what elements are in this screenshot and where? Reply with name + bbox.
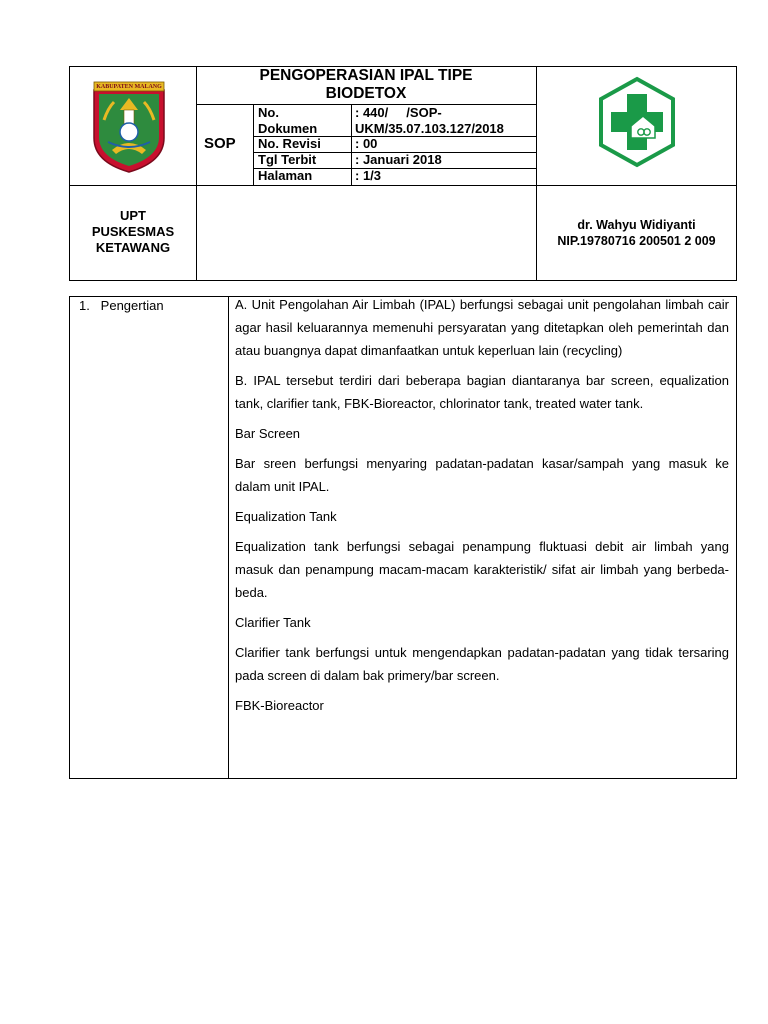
subheading: Equalization Tank [235, 509, 337, 524]
sop-label: SOP [204, 135, 236, 152]
field-revisi-value: : 00 [355, 136, 378, 151]
logo-caption: KABUPATEN MALANG [96, 84, 162, 90]
kabupaten-malang-logo [90, 80, 168, 174]
section-body [235, 293, 729, 717]
signer-name: dr. Wahyu Widiyanti [577, 218, 696, 232]
field-no-dokumen-value [355, 105, 504, 137]
paragraph: Clarifier tank berfungsi untuk mengendapkan padatan-padatan yang tidak tersaring pada screen di dalam bak primery/bar screen. [235, 645, 729, 683]
subheading: Clarifier Tank [235, 615, 311, 630]
paragraph: B. IPAL tersebut terdiri dari beberapa bagian diantaranya bar screen, equalization tank, clarifier tank, FBK-Bioreactor, chlorinator tank, treated water tank. [235, 373, 729, 411]
paragraph: Bar sreen berfungsi menyaring padatan-padatan kasar/sampah yang masuk ke dalam unit IPAL. [235, 456, 729, 494]
paragraph: Equalization tank berfungsi sebagai penampung fluktuasi debit air limbah yang masuk dan penampung macam-macam karakteristik/ sifat air limbah yang berbeda-beda. [235, 539, 729, 600]
subheading: FBK-Bioreactor [235, 698, 324, 713]
field-revisi-label: No. Revisi [258, 136, 321, 151]
section-label: 1. Pengertian [79, 298, 164, 313]
field-terbit-value: : Januari 2018 [355, 152, 442, 167]
field-value-no: : 440/ /SOP- [355, 105, 442, 120]
signer-block [537, 217, 736, 249]
subheading: Bar Screen [235, 426, 301, 441]
title-line-1: PENGOPERASIAN IPAL TIPE [259, 67, 473, 84]
field-halaman-value: : 1/3 [355, 168, 382, 183]
field-no-dokumen-label [258, 105, 317, 137]
field-label-dokumen: Dokumen [258, 121, 318, 136]
field-label-no: No. [258, 105, 279, 120]
org-line-1: UPT [120, 208, 146, 223]
field-terbit-label: Tgl Terbit [258, 152, 317, 167]
puskesmas-logo [597, 76, 677, 168]
paragraph: A. Unit Pengolahan Air Limbah (IPAL) berfungsi sebagai unit pengolahan limbah cair agar hasil keluarannya memenuhi persyaratan yang ditetapkan oleh pemerintah dan atau buangnya dapat dimanfaatkan untuk keperluan lain (recycling) [235, 297, 729, 358]
organization-name [70, 208, 196, 256]
field-value-dokumen: UKM/35.07.103.127/2018 [355, 121, 504, 136]
title-line-2: BIODETOX [325, 85, 407, 102]
field-halaman-label: Halaman [258, 168, 313, 183]
signer-nip: NIP.19780716 200501 2 009 [557, 234, 716, 248]
org-line-3: KETAWANG [95, 240, 171, 255]
document-title [198, 67, 534, 103]
org-line-2: PUSKESMAS [91, 224, 175, 239]
